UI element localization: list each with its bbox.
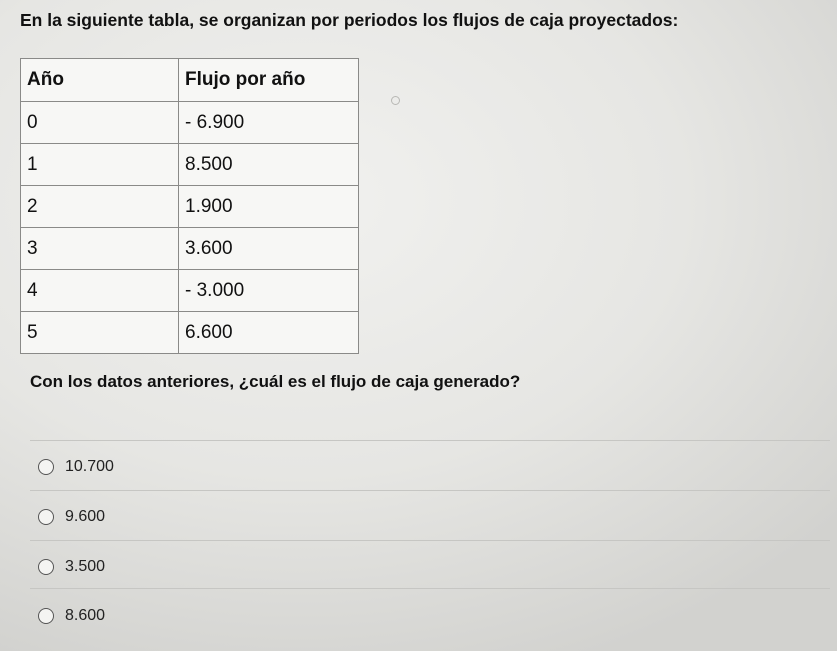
table-row (21, 102, 359, 144)
divider (30, 540, 830, 541)
option-label: 3.500 (65, 558, 106, 575)
answer-option[interactable] (38, 505, 105, 529)
answer-option[interactable] (38, 604, 105, 628)
year-cell: 2 (21, 186, 179, 228)
year-cell: 0 (21, 102, 179, 144)
year-cell: 4 (21, 270, 179, 312)
year-cell: 3 (21, 228, 179, 270)
table-row (21, 270, 359, 312)
flow-cell: - 6.900 (179, 102, 359, 144)
header-flow: Flujo por año (179, 59, 359, 102)
divider (30, 440, 830, 441)
option-label: 8.600 (65, 607, 106, 624)
table-header-row (21, 59, 359, 102)
table-row (21, 228, 359, 270)
flow-cell: 8.500 (179, 144, 359, 186)
question-intro: En la siguiente tabla, se organizan por periodos los flujos de caja proyectados: (20, 10, 679, 30)
flow-cell: 6.600 (179, 312, 359, 354)
table-row (21, 144, 359, 186)
radio-button[interactable] (38, 459, 54, 475)
header-year: Año (21, 59, 179, 102)
radio-button[interactable] (38, 509, 54, 525)
flow-cell: 1.900 (179, 186, 359, 228)
radio-button[interactable] (38, 559, 54, 575)
divider (30, 588, 830, 589)
year-cell: 1 (21, 144, 179, 186)
option-label: 9.600 (65, 508, 106, 525)
divider (30, 490, 830, 491)
answer-option[interactable] (38, 455, 114, 479)
table-row (21, 312, 359, 354)
option-label: 10.700 (65, 458, 114, 475)
radio-button[interactable] (38, 608, 54, 624)
decorative-mark (391, 96, 400, 105)
flow-cell: - 3.000 (179, 270, 359, 312)
cash-flow-table (20, 58, 359, 354)
year-cell: 5 (21, 312, 179, 354)
table-row (21, 186, 359, 228)
flow-cell: 3.600 (179, 228, 359, 270)
question-prompt: Con los datos anteriores, ¿cuál es el flujo de caja generado? (30, 372, 521, 391)
answer-option[interactable] (38, 555, 105, 579)
